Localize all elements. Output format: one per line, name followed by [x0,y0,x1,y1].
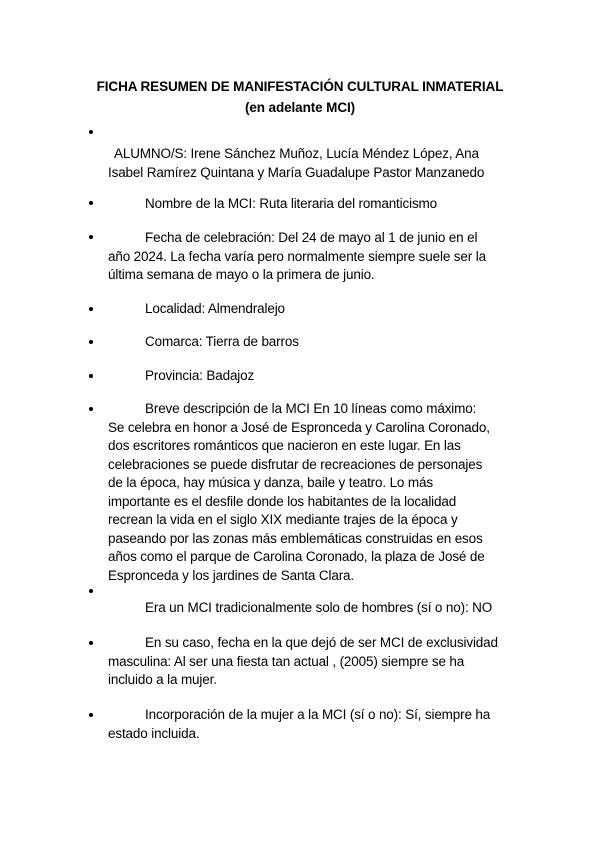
list-item-localidad [108,300,528,319]
document-title: FICHA RESUMEN DE MANIFESTACIÓN CULTURAL INMATERIAL [96,79,504,94]
bullet-icon [88,588,96,596]
text-line: masculina: Al ser una fiesta tan actual , (2005) siempre se ha [108,653,465,669]
list-item-tradicional [108,599,528,618]
text-line: Se celebra en honor a José de Espronceda y Carolina Coronado, [108,419,490,435]
text-line: celebraciones se puede disfrutar de recreaciones de personajes [108,456,483,472]
text-line: año 2024. La fecha varía pero normalmente siempre suele ser la [108,248,486,264]
text-line: Fecha de celebración: Del 24 de mayo al 1 de junio en el [145,230,478,245]
document-subtitle: (en adelante MCI) [244,100,356,115]
text-line: Provincia: Badajoz [145,368,255,383]
list-item-fecha [108,229,528,285]
bullet-icon [88,234,96,242]
text-line: dos escritores románticos que nacieron en este lugar. En las [108,438,461,453]
bullet-icon [88,406,96,414]
bullet-icon [88,640,96,648]
text-line: Comarca: Tierra de barros [145,334,299,349]
list-item-nombre [108,195,528,214]
text-line: de la época, hay música y danza, baile y teatro. Lo más [108,475,433,490]
text-line: estado incluida. [108,725,200,741]
text-line: importante es el desfile donde los habitantes de la localidad [108,493,457,509]
text-line: Era un MCI tradicionalmente solo de hombres (sí o no): NO [145,600,493,615]
text-line: Localidad: Almendralejo [145,301,285,316]
bullet-icon [88,129,96,137]
list-item-exclusividad [108,634,528,690]
list-item-comarca [108,333,528,352]
bullet-icon [88,306,96,314]
bullet-icon [88,339,96,347]
list-item-incorporacion [108,706,528,743]
text-line: ALUMNO/S: Irene Sánchez Muñoz, Lucía Méndez López, Ana [114,146,479,161]
text-line: incluido a la mujer. [108,672,217,687]
bullet-icon [88,200,96,208]
bullet-icon [88,373,96,381]
list-item-descripcion [108,400,528,585]
text-line: paseando por las zonas más emblemáticas construidas en esos [108,530,483,546]
text-line: Espronceda y los jardines de Santa Clara. [108,567,354,583]
text-line: recrean la vida en el siglo XIX mediante trajes de la época y [108,512,458,527]
list-item-alumnos [108,145,528,182]
text-line: Isabel Ramírez Quintana y María Guadalupe Pastor Manzanedo [108,164,485,180]
text-line: En su caso, fecha en la que dejó de ser MCI de exclusividad [145,635,498,650]
list-item-provincia [108,367,528,386]
text-line: Nombre de la MCI: Ruta literaria del romanticismo [145,196,438,211]
text-line: Incorporación de la mujer a la MCI (sí o no): Sí, siempre ha [145,707,491,722]
text-line: años como el parque de Carolina Coronado, la plaza de José de [108,549,485,564]
text-line: Breve descripción de la MCI En 10 líneas como máximo: [145,401,477,416]
bullet-icon [88,712,96,720]
text-line: última semana de mayo o la primera de junio. [108,267,375,282]
